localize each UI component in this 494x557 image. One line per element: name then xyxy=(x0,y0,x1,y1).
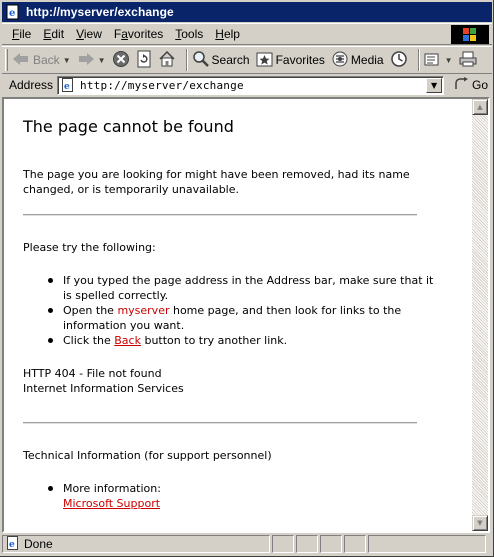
mail-button[interactable] xyxy=(424,48,453,72)
mail-dropdown-icon[interactable]: ▼ xyxy=(444,55,453,65)
back-arrow-icon xyxy=(12,52,30,69)
menu-edit[interactable]: Edit xyxy=(43,27,65,41)
mail-icon xyxy=(424,50,442,71)
refresh-icon xyxy=(136,50,152,71)
back-button[interactable]: Back ▼ xyxy=(12,48,71,72)
menu-tools[interactable]: Tools xyxy=(175,27,204,41)
menu-help[interactable]: Help xyxy=(215,27,240,41)
status-page-icon xyxy=(6,536,20,553)
try-heading: Please try the following: xyxy=(23,241,156,254)
status-text: Done xyxy=(24,537,53,551)
favorites-button[interactable]: Favorites xyxy=(256,48,325,72)
tips-list xyxy=(23,273,443,348)
back-dropdown-icon[interactable]: ▼ xyxy=(62,55,71,65)
divider xyxy=(23,422,417,424)
media-button[interactable]: Media xyxy=(331,48,384,72)
ie-page-icon xyxy=(61,78,75,92)
address-url: http://myserver/exchange xyxy=(80,78,244,92)
home-icon xyxy=(158,50,176,71)
media-icon xyxy=(331,50,349,71)
toolbar-separator xyxy=(418,49,420,71)
toolbar-separator xyxy=(186,49,188,71)
tech-list xyxy=(23,481,443,511)
divider xyxy=(23,214,417,216)
address-label: Address xyxy=(9,78,54,92)
intro-text: The page you are looking for might have been removed, had its name changed, or is temporarily unavailable. xyxy=(23,168,410,196)
list-item: If you typed the page address in the Address bar, make sure that it is spelled correctly. xyxy=(48,273,443,303)
title-bar[interactable] xyxy=(2,2,492,22)
page-viewport xyxy=(2,97,490,533)
address-bar xyxy=(2,75,492,95)
scroll-up-icon[interactable]: ▲ xyxy=(472,99,488,115)
stop-button[interactable] xyxy=(112,48,130,72)
status-zone-pane xyxy=(368,535,486,553)
status-bar xyxy=(2,534,492,554)
page-content xyxy=(4,99,472,531)
home-button[interactable] xyxy=(158,48,176,72)
status-pane xyxy=(344,535,366,553)
server-name-link[interactable]: myserver xyxy=(117,304,170,317)
tech-heading: Technical Information (for support personnel) xyxy=(23,449,272,462)
error-page xyxy=(23,117,443,529)
status-pane xyxy=(296,535,318,553)
go-button[interactable]: Go xyxy=(454,77,488,94)
forward-button[interactable] xyxy=(77,48,106,72)
forward-arrow-icon xyxy=(77,52,95,69)
microsoft-support-link[interactable]: Microsoft Support xyxy=(63,497,161,510)
svg-text:e: e xyxy=(64,82,70,92)
stop-icon xyxy=(112,50,130,71)
history-button[interactable] xyxy=(390,48,408,72)
list-item: Open the myserver home page, and then look for links to the information you want. xyxy=(48,303,443,333)
toolbar-grip[interactable] xyxy=(5,49,8,71)
search-button[interactable]: Search xyxy=(192,48,250,72)
server-name: Internet Information Services xyxy=(23,382,184,395)
back-link[interactable]: Back xyxy=(114,334,141,347)
go-arrow-icon xyxy=(454,77,470,94)
window-title: http://myserver/exchange xyxy=(26,5,174,19)
print-icon xyxy=(459,50,477,71)
menu-bar xyxy=(2,23,492,45)
menu-view[interactable]: View xyxy=(76,27,102,41)
status-main-pane xyxy=(2,535,270,553)
forward-dropdown-icon[interactable]: ▼ xyxy=(97,55,106,65)
windows-logo-icon xyxy=(451,25,489,44)
menu-favorites[interactable]: Favorites xyxy=(113,27,164,41)
scroll-down-icon[interactable]: ▼ xyxy=(472,515,488,531)
svg-text:e: e xyxy=(9,8,16,19)
list-item: More information: Microsoft Support xyxy=(48,481,443,511)
status-pane xyxy=(272,535,294,553)
history-icon xyxy=(390,50,408,71)
refresh-button[interactable] xyxy=(136,48,152,72)
status-pane xyxy=(320,535,342,553)
ie-page-icon xyxy=(5,4,21,20)
vertical-scrollbar[interactable] xyxy=(472,99,488,531)
svg-text:e: e xyxy=(9,539,15,550)
print-button[interactable] xyxy=(459,48,477,72)
search-icon xyxy=(192,50,210,71)
standard-toolbar xyxy=(2,46,492,74)
address-input[interactable] xyxy=(57,76,444,95)
favorites-star-icon xyxy=(256,50,274,71)
list-item: Click the Back button to try another link. xyxy=(48,333,443,348)
page-title: The page cannot be found xyxy=(23,117,234,136)
error-code: HTTP 404 - File not found xyxy=(23,367,162,380)
menu-file[interactable]: File xyxy=(12,27,32,41)
address-dropdown-icon[interactable]: ▼ xyxy=(426,78,442,93)
